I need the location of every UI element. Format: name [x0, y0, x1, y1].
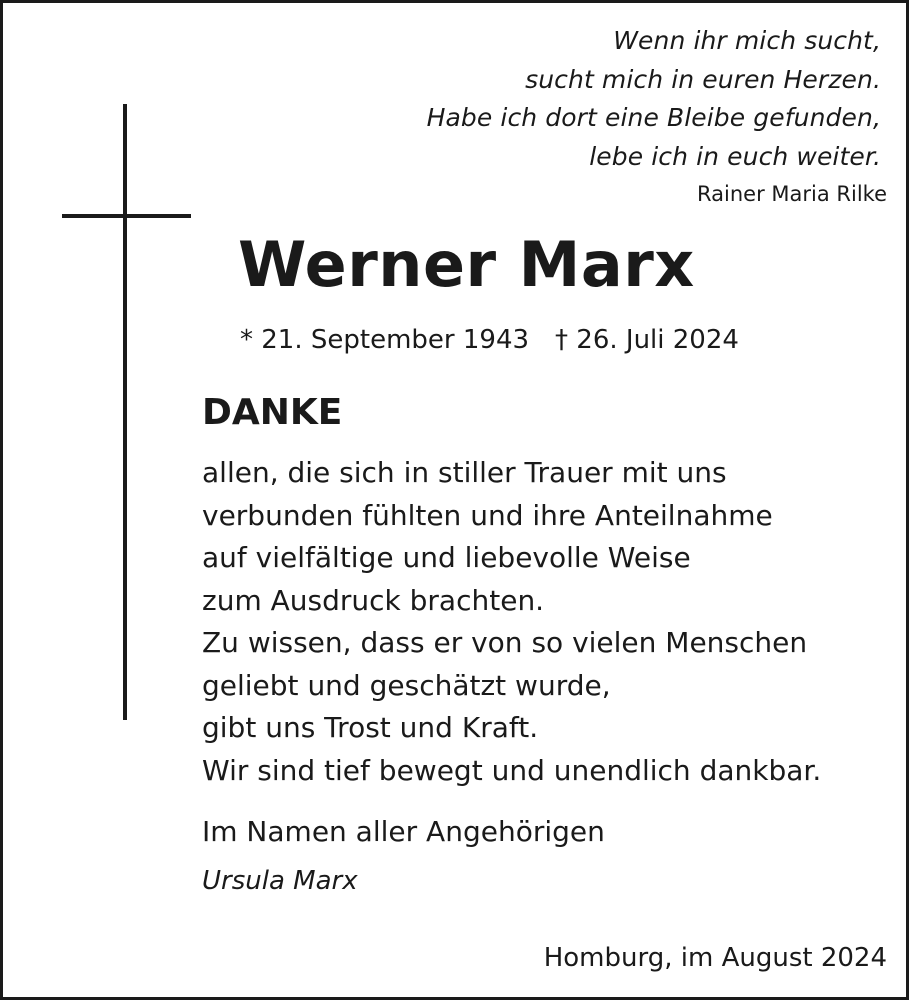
message-line: Zu wissen, dass er von so vielen Menschen	[202, 626, 808, 659]
thanks-message	[202, 452, 821, 792]
cross-horizontal-bar	[62, 214, 191, 218]
message-line: gibt uns Trost und Kraft.	[202, 711, 539, 744]
message-line: zum Ausdruck brachten.	[202, 583, 545, 617]
message-line: allen, die sich in stiller Trauer mit uns	[202, 456, 727, 489]
thanks-heading: DANKE	[202, 392, 343, 433]
message-line: verbunden fühlten und ihre Anteilnahme	[202, 498, 773, 532]
poem-line: Wenn ihr mich sucht,	[613, 26, 881, 55]
poem-author: Rainer Maria Rilke	[697, 182, 887, 206]
death-date: † 26. Juli 2024	[555, 325, 739, 355]
poem-line: Habe ich dort eine Bleibe gefunden,	[426, 103, 881, 132]
poem-line: sucht mich in euren Herzen.	[525, 64, 881, 94]
poem-line: lebe ich in euch weiter.	[589, 141, 881, 171]
signature: Ursula Marx	[202, 866, 358, 896]
life-dates	[240, 325, 739, 355]
birth-date: * 21. September 1943	[240, 325, 530, 355]
deceased-name: Werner Marx	[238, 228, 695, 301]
place-date: Homburg, im August 2024	[543, 943, 887, 973]
message-line: geliebt und geschätzt wurde,	[202, 668, 611, 702]
message-line: Wir sind tief bewegt und unendlich dankbar.	[202, 753, 822, 787]
on-behalf-line: Im Namen aller Angehörigen	[202, 815, 605, 848]
cross-vertical-bar	[123, 104, 127, 720]
poem	[427, 22, 881, 176]
message-line: auf vielfältige und liebevolle Weise	[202, 541, 691, 574]
